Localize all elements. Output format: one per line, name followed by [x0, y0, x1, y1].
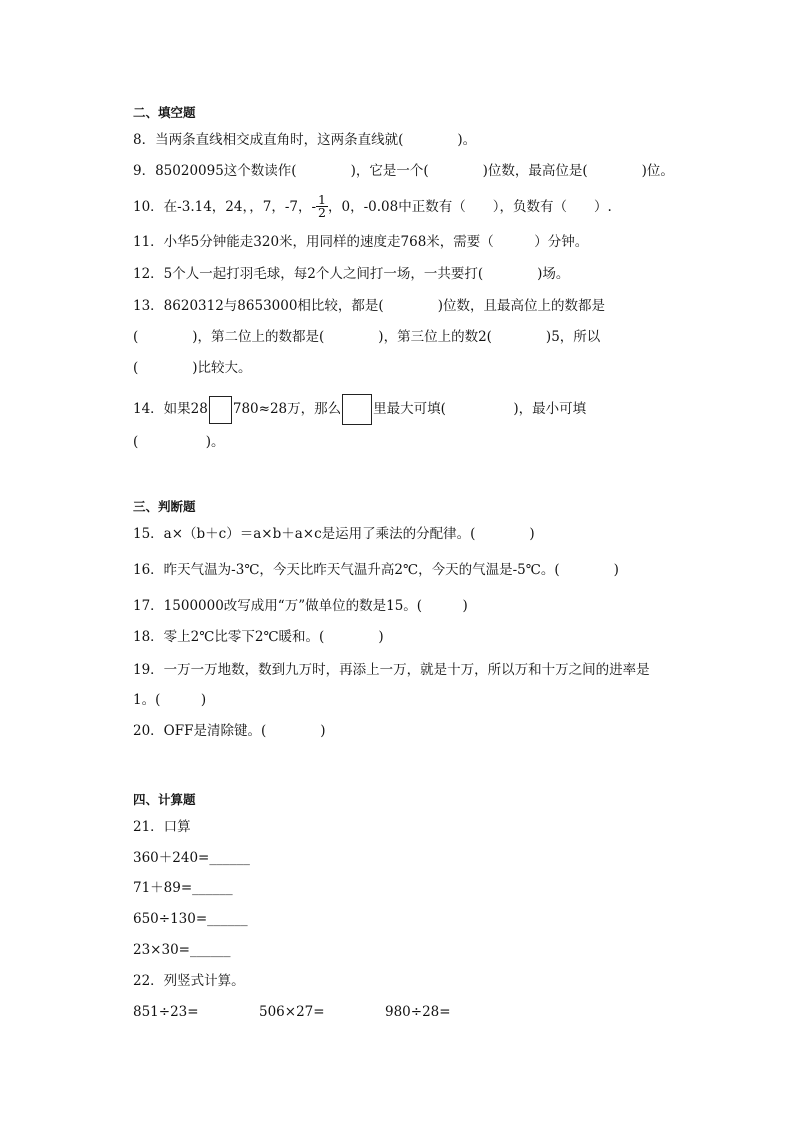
question-10 — [133, 192, 612, 220]
blank-box-small — [209, 396, 232, 424]
section-heading-calc: 四、计算题 — [133, 792, 196, 807]
question-22-title: 22．列竖式计算。 — [133, 973, 245, 989]
question-16: 16．昨天气温为-3℃，今天比昨天气温升高2℃，今天的气温是-5℃。( ) — [133, 562, 619, 578]
question-17: 17．1500000改写成用“万”做单位的数是15。( ) — [133, 598, 468, 614]
question-13-line-3: ( )比较大。 — [133, 360, 252, 376]
question-9: 9．85020095这个数读作( )，它是一个( )位数，最高位是( )位。 — [133, 163, 674, 179]
question-15: 15．a×（b＋c）＝a×b＋a×c是运用了乘法的分配律。( ) — [133, 526, 535, 542]
section-heading-fill: 二、填空题 — [133, 105, 196, 120]
fraction-numerator: 1 — [318, 192, 326, 207]
vertical-calc-item: 980÷28= — [385, 1004, 451, 1020]
blank-box-large — [342, 394, 372, 425]
question-10-suffix: ，0，-0.08中正数有（ ），负数有（ ）. — [327, 199, 612, 215]
question-14-part-1: 14．如果28 — [133, 401, 208, 417]
mental-calc-item: 650÷130=______ — [133, 911, 248, 927]
question-20: 20．OFF是清除键。( ) — [133, 723, 326, 739]
question-14-part-2: 780≈28万，那么 — [232, 401, 342, 417]
question-14-line-1 — [133, 394, 586, 425]
fraction-denominator: 2 — [318, 205, 326, 220]
vertical-calc-item: 506×27= — [259, 1004, 325, 1020]
question-19-line-2: 1。( ) — [133, 692, 207, 708]
mental-calc-item: 360＋240=______ — [133, 850, 250, 866]
mental-calc-item: 23×30=______ — [133, 942, 231, 958]
question-10-prefix: 10．在-3.14，24，，7，-7，- — [133, 199, 317, 215]
fraction — [316, 194, 328, 219]
mental-calc-item: 71＋89=______ — [133, 880, 233, 896]
question-11: 11．小华5分钟能走320米，用同样的速度走768米，需要（ ）分钟。 — [133, 234, 589, 250]
question-13-line-1: 13．8620312与8653000相比较，都是( )位数，且最高位上的数都是 — [133, 298, 605, 314]
vertical-calc-item: 851÷23= — [133, 1004, 199, 1020]
question-18: 18．零上2℃比零下2℃暖和。( ) — [133, 629, 384, 645]
section-heading-judge: 三、判断题 — [133, 499, 196, 514]
question-8: 8．当两条直线相交成直角时，这两条直线就( )。 — [133, 132, 477, 148]
question-21-title: 21．口算 — [133, 819, 191, 835]
question-12: 12．5个人一起打羽毛球，每2个人之间打一场，一共要打( )场。 — [133, 266, 570, 282]
question-19-line-1: 19．一万一万地数，数到九万时，再添上一万，就是十万，所以万和十万之间的进率是 — [133, 662, 650, 678]
question-14-line-2: ( )。 — [133, 434, 225, 450]
question-13-line-2: ( )，第二位上的数都是( )，第三位上的数2( )5，所以 — [133, 329, 601, 345]
question-14-part-3: 里最大可填( )，最小可填 — [373, 401, 587, 417]
